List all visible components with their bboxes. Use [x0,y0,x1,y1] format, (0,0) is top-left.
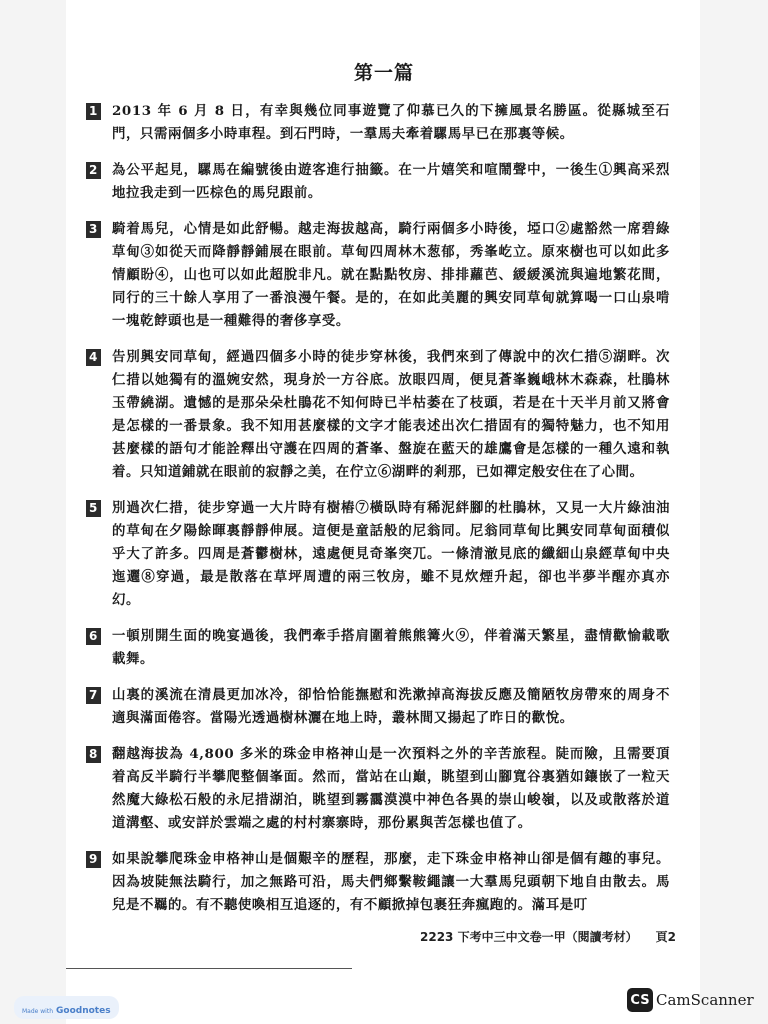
paragraph-text: 騎着馬兒，心情是如此舒暢。越走海拔越高，騎行兩個多小時後，埡口②處豁然一席碧綠草甸③如從天而降靜靜鋪展在眼前。草甸四周林木葱郁，秀峯屹立。原來樹也可以如此多情顧盼④，山也可以如此超脫非凡。就在點點牧房、排排蘿芭、緩緩溪流與遍地繁花間，同行的三十餘人享用了一番浪漫午餐。是的，在如此美麗的興安同草甸就算喝一口山泉啃一塊乾餑頭也是一種難得的奢侈享受。 [112,221,670,329]
paragraph-text: 告別興安同草甸，經過四個多小時的徒步穿林後，我們來到了傳說中的次仁措⑤湖畔。次仁措以她獨有的溫婉安然，現身於一方谷底。放眼四周，便見蒼峯巍峨林木森森，杜鵑林玉帶繞湖。遺憾的是那朵朵杜鵑花不知何時已半枯萎在了枝頭，若是在十天半月前又將會是怎樣的一番景象。我不知用甚麼樣的文字才能表述出次仁措固有的獨特魅力，也不知用甚麼樣的語句才能詮釋出守護在四周的蒼峯、盤旋在藍天的雄鷹會是怎樣的一種久遠和執着。只知道鋪就在眼前的寂靜之美，在佇立⑥湖畔的剎那，已如禪定般安住在了心間。 [112,349,670,480]
goodnotes-watermark [14,996,119,1019]
paragraph-number: 9 [86,851,101,868]
paragraph-text: 山裏的溪流在清晨更加冰冷，卻恰恰能撫慰和洗漱掉高海拔反應及簡陋牧房帶來的周身不適與滿面倦容。當陽光透過樹林灑在地上時，叢林間又揚起了昨日的歡悅。 [112,687,670,726]
paragraph-text: 為公平起見，騾馬在編號後由遊客進行抽籤。在一片嬉笑和喧鬧聲中，一後生①興高采烈地拉我走到一匹棕色的馬兒跟前。 [112,162,670,201]
paragraph-6 [86,625,670,671]
page-footer [420,928,676,945]
camscanner-logo-icon: CS [627,988,653,1012]
paragraph-number: 3 [86,221,101,238]
paragraph-number: 8 [86,746,101,763]
exam-label: 2223 下考中三中文卷一甲（閱讀考材） [420,930,638,944]
paragraph-2 [86,159,670,205]
camscanner-brand: CamScanner [656,991,754,1009]
page-title: 第一篇 [353,62,414,84]
paragraph-5 [86,497,670,612]
paragraph-number: 2 [86,162,101,179]
paragraph-text: 如果說攀爬珠金申格神山是個艱辛的歷程，那麼，走下珠金申格神山卻是個有趣的事兒。因為坡陡無法騎行，加之無路可沿，馬夫們鄉繫鞍繩讓一大羣馬兒頭朝下地自由散去。馬兒是不羈的。有不聽使喚相互追逐的，有不顧掀掉包裹狂奔瘋跑的。滿耳是叮 [112,851,670,913]
paragraph-number: 7 [86,687,101,704]
paragraph-text: 翻越海拔為 4,800 多米的珠金申格神山是一次預料之外的辛苦旅程。陡而險，且需要頂着高反半騎行半攀爬整個峯面。然而，當站在山巔，眺望到山腳寬谷裏猶如鑲嵌了一粒天然魔大綠松石般的永尼措湖泊，眺望到霧靄漠漠中神色各異的崇山峻嶺，以及或散落於道道溝壑、或安詳於雲端之處的村村寨寨時，那份累與苦怎樣也值了。 [112,746,670,831]
goodnotes-made-with: Made with [22,1008,53,1015]
paragraph-8 [86,743,670,835]
paragraph-text: 一頓別開生面的晚宴過後，我們牽手搭肩圍着熊熊篝火⑨，伴着滿天繁星，盡情歡愉載歌載舞。 [112,628,670,667]
paragraph-1 [86,100,670,146]
page-number: 頁2 [655,930,676,944]
paragraph-7 [86,684,670,730]
paragraph-number: 1 [86,103,101,120]
paragraph-number: 5 [86,500,101,517]
paragraph-text: 別過次仁措，徒步穿過一大片時有樹樁⑦橫臥時有稀泥絆腳的杜鵑林，又見一大片綠油油的草甸在夕陽餘暉裏靜靜伸展。這便是童話般的尼翁同。尼翁同草甸比興安同草甸面積似乎大了許多。四周是蒼鬱樹林，遠處便見奇峯突兀。一條清澈見底的纖細山泉經草甸中央迤邐⑧穿過，最是散落在草坪周遭的兩三牧房，雖不見炊煙升起，卻也半夢半醒亦真亦幻。 [112,500,670,608]
paragraph-3 [86,218,670,333]
camscanner-watermark [627,988,754,1012]
paragraph-9 [86,848,670,917]
footer-divider [66,968,352,969]
paragraph-4 [86,346,670,484]
paragraph-number: 6 [86,628,101,645]
paragraph-number: 4 [86,349,101,366]
paragraph-text: 2013 年 6 月 8 日，有幸與幾位同事遊覽了仰慕已久的下擁風景名勝區。從縣城至石門，只需兩個多小時車程。到石門時，一羣馬夫牽着騾馬早已在那裏等候。 [112,103,670,142]
article-body [86,100,670,930]
goodnotes-brand: Goodnotes [56,1006,111,1016]
